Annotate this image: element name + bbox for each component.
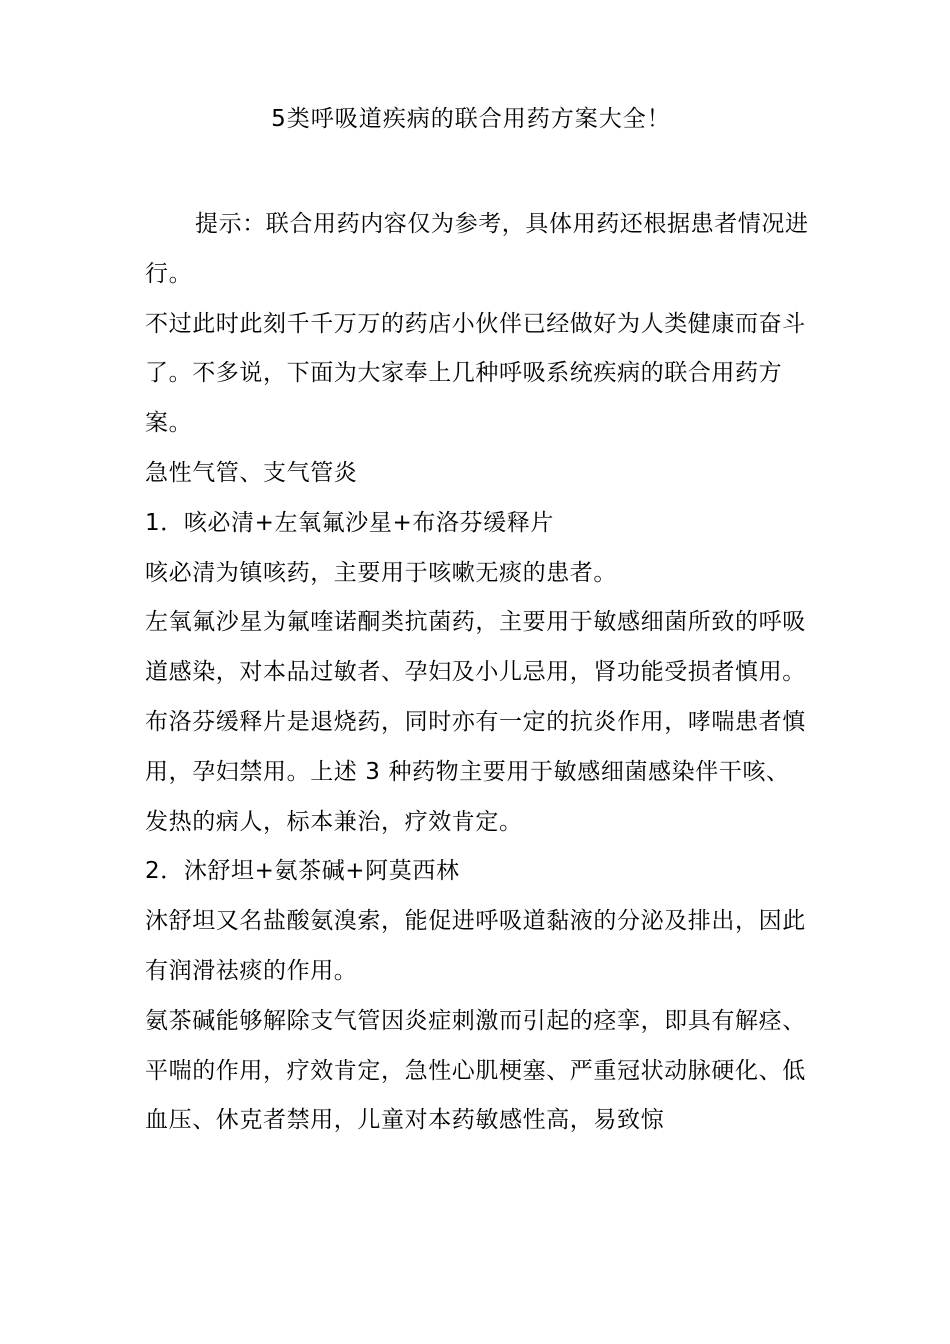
paragraph: 左氧氟沙星为氟喹诺酮类抗菌药，主要用于敏感细菌所致的呼吸道感染，对本品过敏者、孕妇及小儿忌用，肾功能受损者慎用。 [145,609,806,686]
document-title: 5类呼吸道疾病的联合用药方案大全！ [271,106,671,132]
paragraph: 咳必清为镇咳药，主要用于咳嗽无痰的患者。 [145,559,617,586]
regimen-heading-1: 1．咳必清+左氧氟沙星+布洛芬缓释片 [145,509,554,536]
paragraph: 氨茶碱能够解除支气管因炎症刺激而引起的痉挛，即具有解痉、平喘的作用，疗效肯定，急性心肌梗塞、严重冠状动脉硬化、低血压、休克者禁用，儿童对本药敏感性高，易致惊 [145,1007,806,1134]
paragraph-tip: 提示：联合用药内容仅为参考，具体用药还根据患者情况进行。 [145,211,809,287]
regimen-heading-2: 2．沐舒坦+氨茶碱+阿莫西林 [145,858,460,885]
paragraph: 沐舒坦又名盐酸氨溴索，能促进呼吸道黏液的分泌及排出，因此有润滑祛痰的作用。 [145,908,806,984]
document-body [145,200,810,1146]
paragraph-intro: 不过此时此刻千千万万的药店小伙伴已经做好为人类健康而奋斗了。不多说，下面为大家奉上几种呼吸系统疾病的联合用药方案。 [145,310,806,437]
section-heading: 急性气管、支气管炎 [145,459,358,486]
paragraph: 布洛芬缓释片是退烧药，同时亦有一定的抗炎作用，哮喘患者慎用，孕妇禁用。上述 3 种药物主要用于敏感细菌感染伴干咳、发热的病人，标本兼治，疗效肯定。 [145,708,806,835]
